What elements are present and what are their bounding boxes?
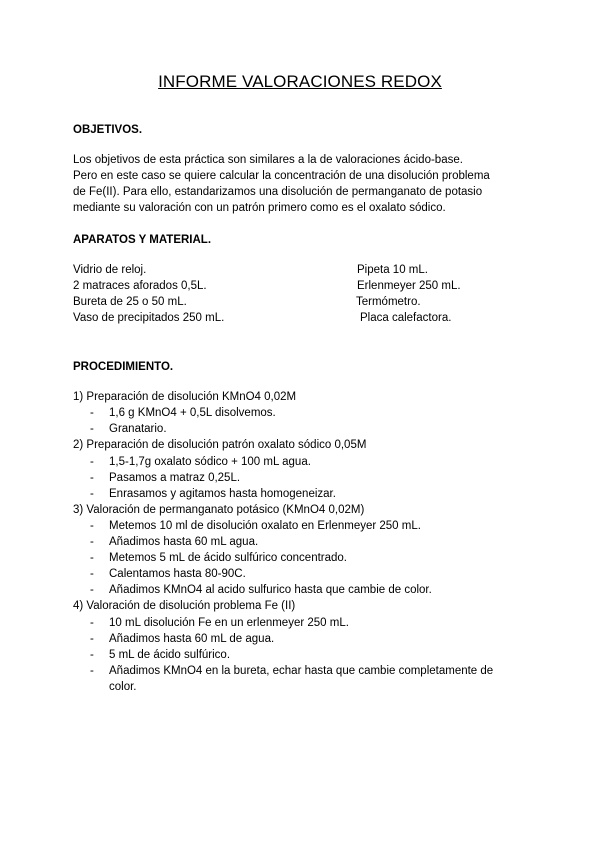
objetivos-line: Pero en este caso se quiere calcular la concentración de una disolución problema	[73, 170, 490, 182]
procedure-step-item: Añadimos hasta 60 mL agua.	[109, 536, 259, 548]
procedure-step-item: 10 mL disolución Fe en un erlenmeyer 250 mL.	[109, 617, 349, 629]
list-bullet: -	[90, 407, 94, 419]
material-item: Pipeta 10 mL.	[357, 264, 428, 276]
procedure-step-item: Metemos 10 ml de disolución oxalato en Erlenmeyer 250 mL.	[109, 520, 421, 532]
procedure-step-item: Metemos 5 mL de ácido sulfúrico concentrado.	[109, 552, 348, 564]
procedure-step-item: Enrasamos y agitamos hasta homogeneizar.	[109, 488, 336, 500]
list-bullet: -	[90, 423, 94, 435]
procedimiento-heading: PROCEDIMIENTO.	[73, 361, 174, 373]
procedure-step-item: Añadimos KMnO4 al acido sulfurico hasta que cambie de color.	[109, 584, 432, 596]
procedure-step-item: Añadimos hasta 60 mL de agua.	[109, 633, 275, 645]
procedure-step-title: 3) Valoración de permanganato potásico (KMnO4 0,02M)	[73, 504, 365, 516]
objetivos-heading: OBJETIVOS.	[73, 124, 143, 136]
list-bullet: -	[90, 633, 94, 645]
list-bullet: -	[90, 665, 94, 677]
objetivos-paragraph	[73, 152, 533, 216]
material-item: Erlenmeyer 250 mL.	[357, 280, 461, 292]
material-item: 2 matraces aforados 0,5L.	[73, 280, 207, 292]
objetivos-line: Los objetivos de esta práctica son similares a la de valoraciones ácido-base.	[73, 154, 463, 166]
objetivos-line: de Fe(II). Para ello, estandarizamos una disolución de permanganato de potasio	[73, 186, 483, 198]
procedure-step-item: Granatario.	[109, 423, 167, 435]
list-bullet: -	[90, 649, 94, 661]
document-title: INFORME VALORACIONES REDOX	[158, 72, 442, 91]
list-bullet: -	[90, 617, 94, 629]
list-bullet: -	[90, 568, 94, 580]
material-item: Vidrio de reloj.	[73, 264, 147, 276]
procedure-step-item: 1,5-1,7g oxalato sódico + 100 mL agua.	[109, 456, 311, 468]
objetivos-line: mediante su valoración con un patrón primero como es el oxalato sódico.	[73, 202, 446, 214]
list-bullet: -	[90, 552, 94, 564]
list-bullet: -	[90, 456, 94, 468]
procedure-step-title: 4) Valoración de disolución problema Fe (II)	[73, 600, 296, 612]
material-heading: APARATOS Y MATERIAL.	[73, 234, 212, 246]
list-bullet: -	[90, 536, 94, 548]
procedure-step-item: 5 mL de ácido sulfúrico.	[109, 649, 231, 661]
procedure-step-title: 1) Preparación de disolución KMnO4 0,02M	[73, 391, 297, 403]
procedure-step-item-continuation: color.	[109, 681, 137, 693]
list-bullet: -	[90, 488, 94, 500]
material-item: Vaso de precipitados 250 mL.	[73, 312, 225, 324]
material-item: Bureta de 25 o 50 mL.	[73, 296, 187, 308]
procedure-step-item: Pasamos a matraz 0,25L.	[109, 472, 241, 484]
list-bullet: -	[90, 472, 94, 484]
list-bullet: -	[90, 520, 94, 532]
material-item: Placa calefactora.	[360, 312, 452, 324]
list-bullet: -	[90, 584, 94, 596]
procedure-step-title: 2) Preparación de disolución patrón oxalato sódico 0,05M	[73, 439, 367, 451]
material-item: Termómetro.	[356, 296, 421, 308]
procedure-step-item: Calentamos hasta 80-90C.	[109, 568, 246, 580]
procedure-step-item: Añadimos KMnO4 en la bureta, echar hasta que cambie completamente de	[109, 665, 494, 677]
procedure-step-item: 1,6 g KMnO4 + 0,5L disolvemos.	[109, 407, 276, 419]
